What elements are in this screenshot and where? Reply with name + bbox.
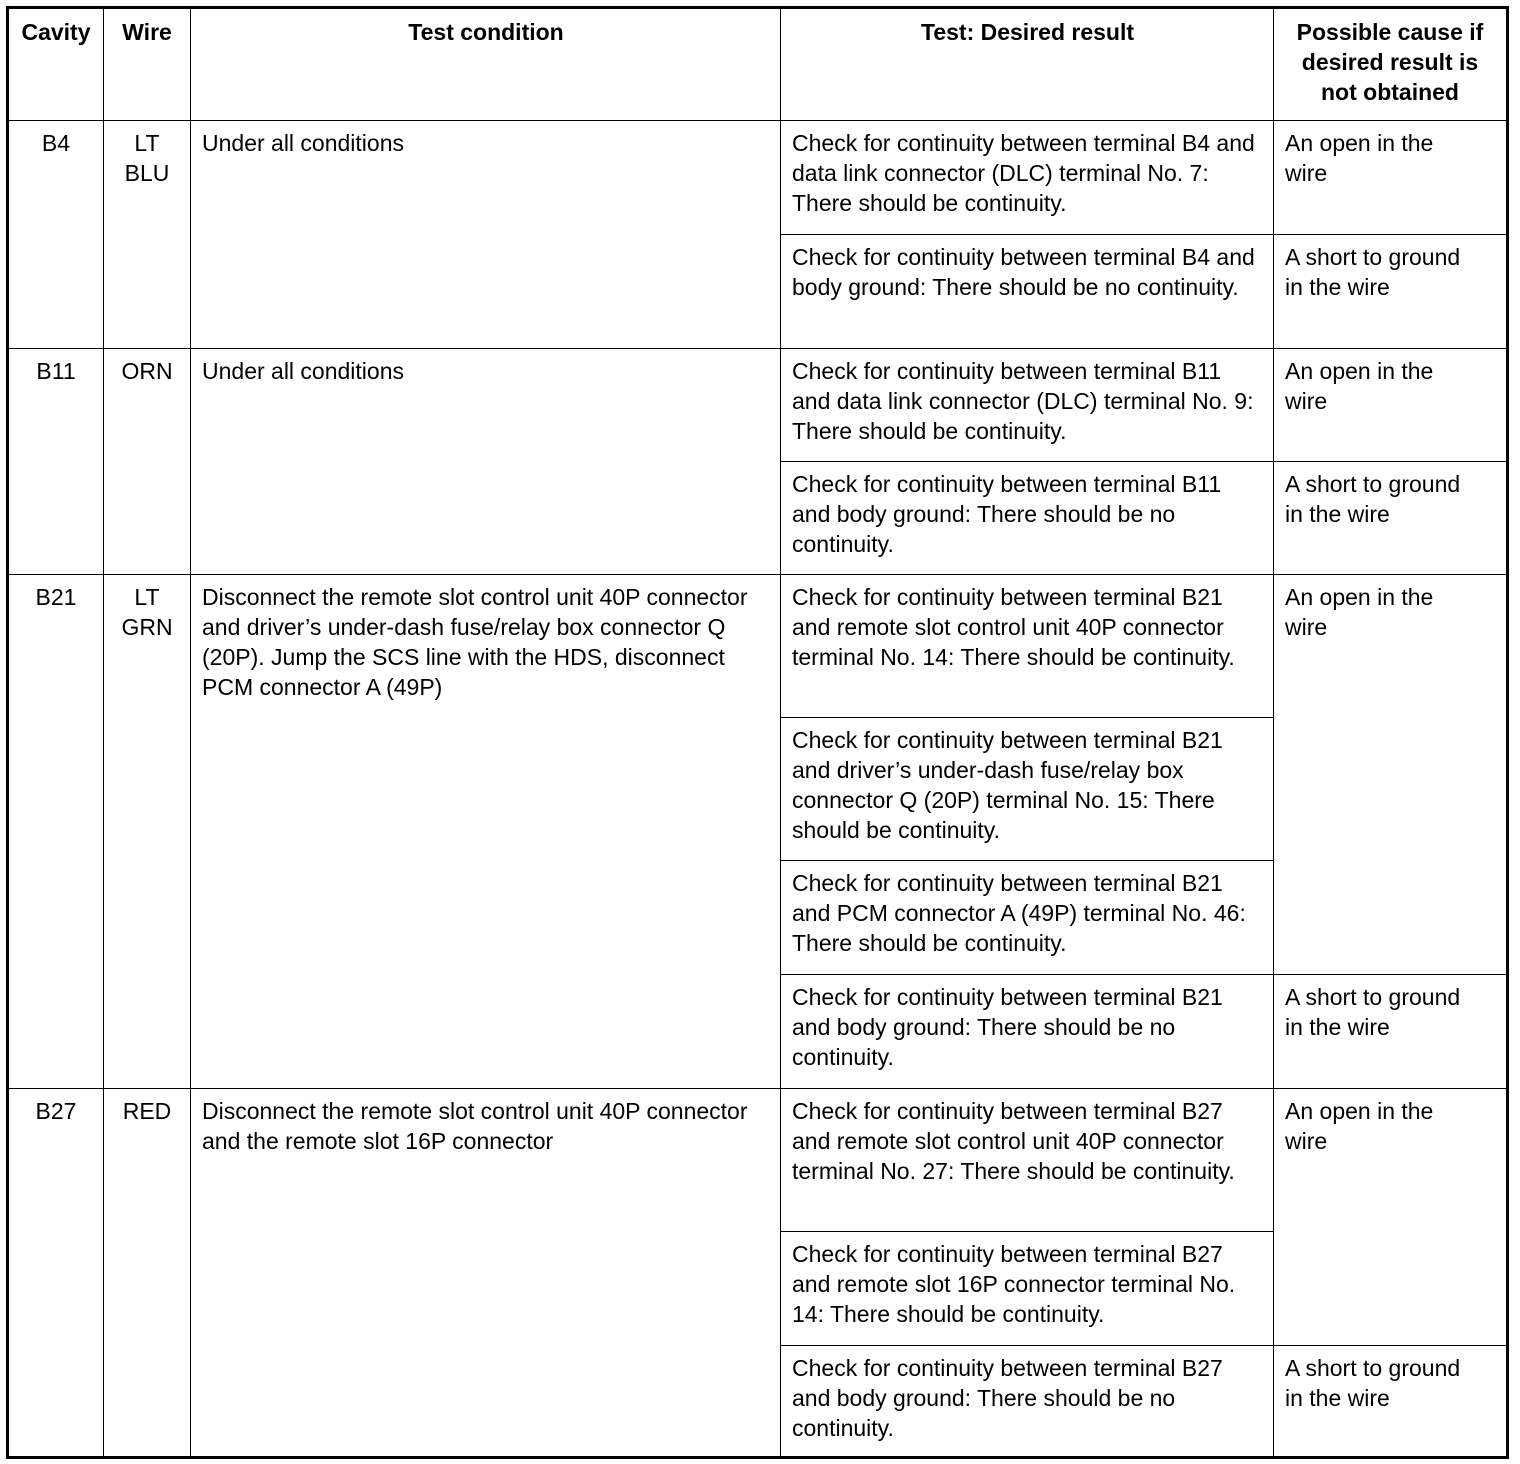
- result-cell: Check for continuity between terminal B4 and body ground: There should be no continuity.: [781, 235, 1274, 349]
- result-cell: Check for continuity between terminal B27 and remote slot control unit 40P connector terminal No. 27: There should be continuity.: [781, 1089, 1274, 1232]
- cause-cell: A short to ground in the wire: [1274, 235, 1508, 349]
- condition-cell: Disconnect the remote slot control unit 40P connector and driver’s under-dash fuse/relay box connector Q (20P). Jump the SCS line with the HDS, disconnect PCM connector A (49P): [191, 575, 781, 1089]
- cavity-cell: B4: [8, 121, 104, 349]
- result-cell: Check for continuity between terminal B11 and body ground: There should be no continuity.: [781, 462, 1274, 575]
- table-row: [8, 121, 1508, 235]
- cavity-cell: B21: [8, 575, 104, 1089]
- header-wire: Wire: [104, 8, 191, 121]
- result-cell: Check for continuity between terminal B21 and remote slot control unit 40P connector terminal No. 14: There should be continuity.: [781, 575, 1274, 718]
- header-desired-result: Test: Desired result: [781, 8, 1274, 121]
- result-cell: Check for continuity between terminal B21 and PCM connector A (49P) terminal No. 46: There should be continuity.: [781, 861, 1274, 975]
- result-cell: Check for continuity between terminal B27 and body ground: There should be no continuity.: [781, 1346, 1274, 1458]
- condition-cell: Disconnect the remote slot control unit 40P connector and the remote slot 16P connector: [191, 1089, 781, 1458]
- table-row: [8, 575, 1508, 718]
- wire-test-table: [6, 6, 1509, 1459]
- result-cell: Check for continuity between terminal B11 and data link connector (DLC) terminal No. 9: There should be continuity.: [781, 349, 1274, 462]
- header-possible-cause: Possible cause if desired result is not obtained: [1274, 8, 1508, 121]
- wire-cell: LT GRN: [104, 575, 191, 1089]
- cause-cell: A short to ground in the wire: [1274, 462, 1508, 575]
- condition-cell: Under all conditions: [191, 121, 781, 349]
- result-cell: Check for continuity between terminal B27 and remote slot 16P connector terminal No. 14: There should be continuity.: [781, 1232, 1274, 1346]
- cavity-cell: B11: [8, 349, 104, 575]
- wire-cell: LT BLU: [104, 121, 191, 349]
- wire-cell: ORN: [104, 349, 191, 575]
- result-cell: Check for continuity between terminal B4 and data link connector (DLC) terminal No. 7: There should be continuity.: [781, 121, 1274, 235]
- cause-cell: An open in the wire: [1274, 349, 1508, 462]
- header-row: [8, 8, 1508, 121]
- cause-cell: A short to ground in the wire: [1274, 975, 1508, 1089]
- cavity-cell: B27: [8, 1089, 104, 1458]
- wire-cell: RED: [104, 1089, 191, 1458]
- condition-cell: Under all conditions: [191, 349, 781, 575]
- result-cell: Check for continuity between terminal B21 and body ground: There should be no continuity.: [781, 975, 1274, 1089]
- cause-cell: An open in the wire: [1274, 1089, 1508, 1346]
- table-row: [8, 349, 1508, 462]
- header-cavity: Cavity: [8, 8, 104, 121]
- header-test-condition: Test condition: [191, 8, 781, 121]
- table-row: [8, 1089, 1508, 1232]
- cause-cell: A short to ground in the wire: [1274, 1346, 1508, 1458]
- cause-cell: An open in the wire: [1274, 575, 1508, 975]
- result-cell: Check for continuity between terminal B21 and driver’s under-dash fuse/relay box connector Q (20P) terminal No. 15: There should be continuity.: [781, 718, 1274, 861]
- cause-cell: An open in the wire: [1274, 121, 1508, 235]
